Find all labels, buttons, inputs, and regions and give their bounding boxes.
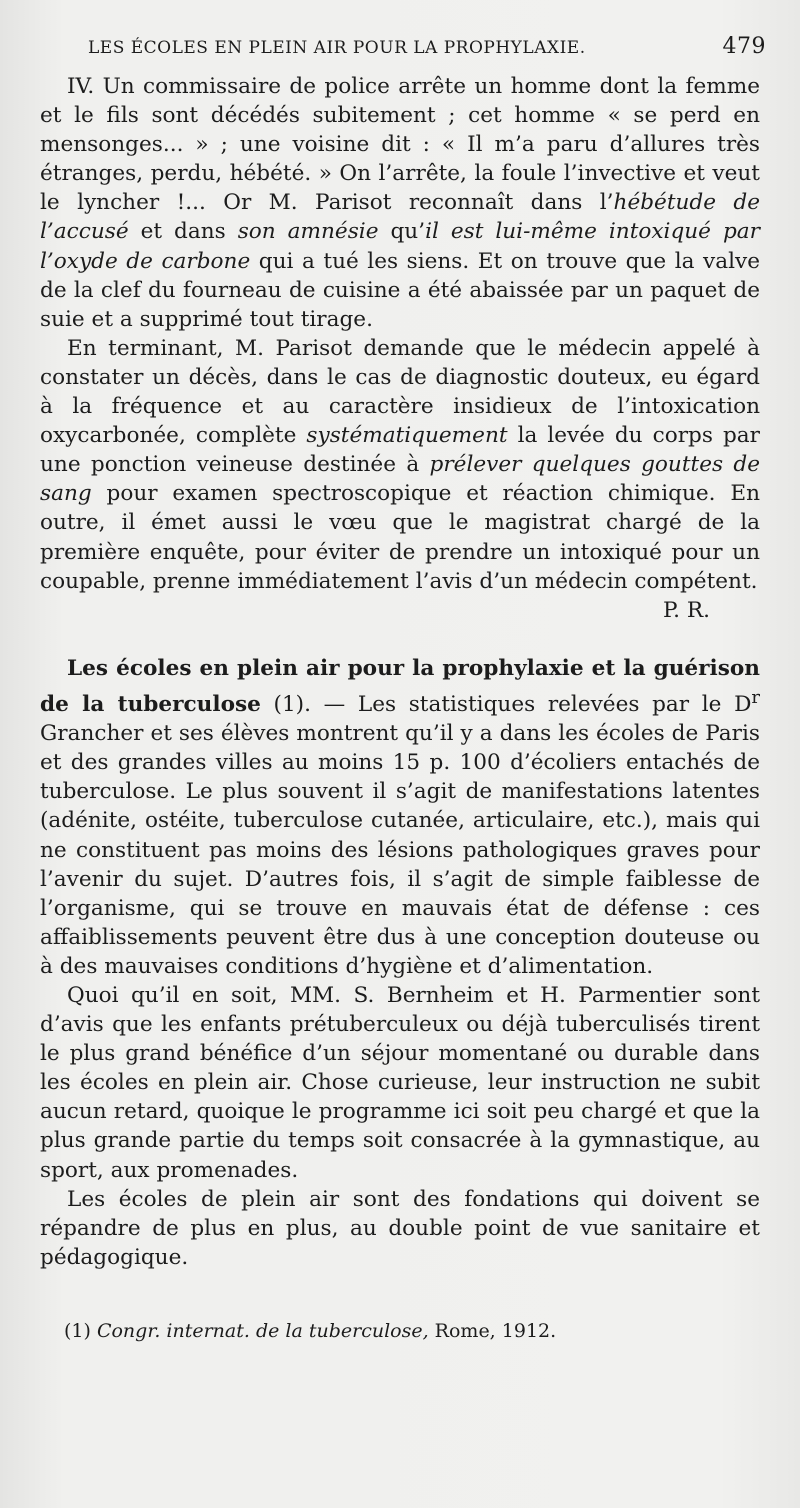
footnote <box>64 1320 764 1342</box>
emphasis-text: systématiquement <box>306 423 508 449</box>
footnote-reference: (1). — <box>260 692 358 718</box>
text-run: qui a tué les siens. Et on trouve que la valve de la clef du fourneau de cuisine a été abaissée par un paquet de suie et a supprimé tout tirage. <box>40 248 760 332</box>
emphasis-text: il est lui-même intoxiqué par l’oxyde de carbone <box>40 219 760 274</box>
section-spacer <box>40 625 760 654</box>
text-run: qu’ <box>378 219 426 245</box>
text-run: Les statistiques relevées par le D <box>357 692 752 718</box>
running-title: LES ÉCOLES EN PLEIN AIR POUR LA PROPHYLAXIE. <box>88 38 586 58</box>
section-title: Les écoles en plein air pour la prophylaxie et la guérison de la tuberculose <box>40 655 760 718</box>
footnote-marker: (1) <box>64 1320 97 1342</box>
paragraph-case-iv <box>40 72 760 334</box>
page-number: 479 <box>722 34 766 59</box>
author-signature: P. R. <box>662 597 710 623</box>
paragraph-schools-conclusion: Les écoles de plein air sont des fondations qui doivent se répandre de plus en plus, au double point de vue sanitaire et pédagogique. <box>40 1186 760 1270</box>
paragraph-schools-benefit: Quoi qu’il en soit, MM. S. Bernheim et H. Parmentier sont d’avis que les enfants prétuberculeux ou déjà tuberculisés tirent le plus grand bénéfice d’un séjour momentané ou durable dans les écoles en plein air. Chose curieuse, leur instruction ne subit aucun retard, quoique le programme ici soit peu chargé et que la plus grande partie du temps soit consacrée à la gymnastique, au sport, aux promenades. <box>40 983 760 1183</box>
paragraph-schools-intro <box>40 654 760 981</box>
running-header <box>88 34 766 62</box>
emphasis-text: hébétude de l’accusé <box>40 190 760 245</box>
emphasis-text: prélever quelques gouttes de sang <box>40 452 760 507</box>
text-run: En terminant, M. Parisot demande que le médecin appelé à constater un décès, dans le cas de diagnostic douteux, eu égard à la fréquence et au caractère insidieux de l’intoxication oxycarbonée, complète <box>40 335 760 449</box>
footnote-source: Congr. internat. de la tuberculose, <box>96 1320 429 1342</box>
text-run: IV. Un commissaire de police arrête un homme dont la femme et le fils sont décédés subitement ; cet homme « se perd en mensonges... » ; une voisine dit : « Il m’a paru d’allures très étranges, perdu, hébété. » On l’arrête, la foule l’invective et veut le lyncher !... Or M. Parisot reconnaît dans l’ <box>40 74 760 216</box>
main-text <box>40 72 760 1272</box>
text-run: pour examen spectroscopique et réaction chimique. En outre, il émet aussi le vœu que le magistrat chargé de la première enquête, pour éviter de prendre un intoxiqué pour un coupable, prenne immédiatement l’avis d’un médecin compétent. <box>40 481 760 594</box>
superscript: r <box>751 686 761 708</box>
text-run: et dans <box>128 219 238 245</box>
paragraph-conclusion <box>40 334 760 596</box>
text-run: Grancher et ses élèves montrent qu’il y a dans les écoles de Paris et des grandes villes au moins 15 p. 100 d’écoliers entachés de tuberculose. Le plus souvent il s’agit de manifestations latentes (adénite, ostéite, tuberculose cutanée, articulaire, etc.), mais qui ne constituent pas moins des lésions pathologiques graves pour l’avenir du sujet. D’autres fois, il s’agit de simple faiblesse de l’organisme, qui se trouve en mauvais état de défense : ces affaiblissements peuvent être dus à une conception douteuse ou à des mauvaises conditions d’hygiène et d’alimentation. <box>40 721 760 979</box>
emphasis-text: son amnésie <box>237 219 379 245</box>
footnote-text: Rome, 1912. <box>428 1320 557 1342</box>
text-run: la levée du corps par une ponction veineuse destinée à <box>40 423 760 478</box>
